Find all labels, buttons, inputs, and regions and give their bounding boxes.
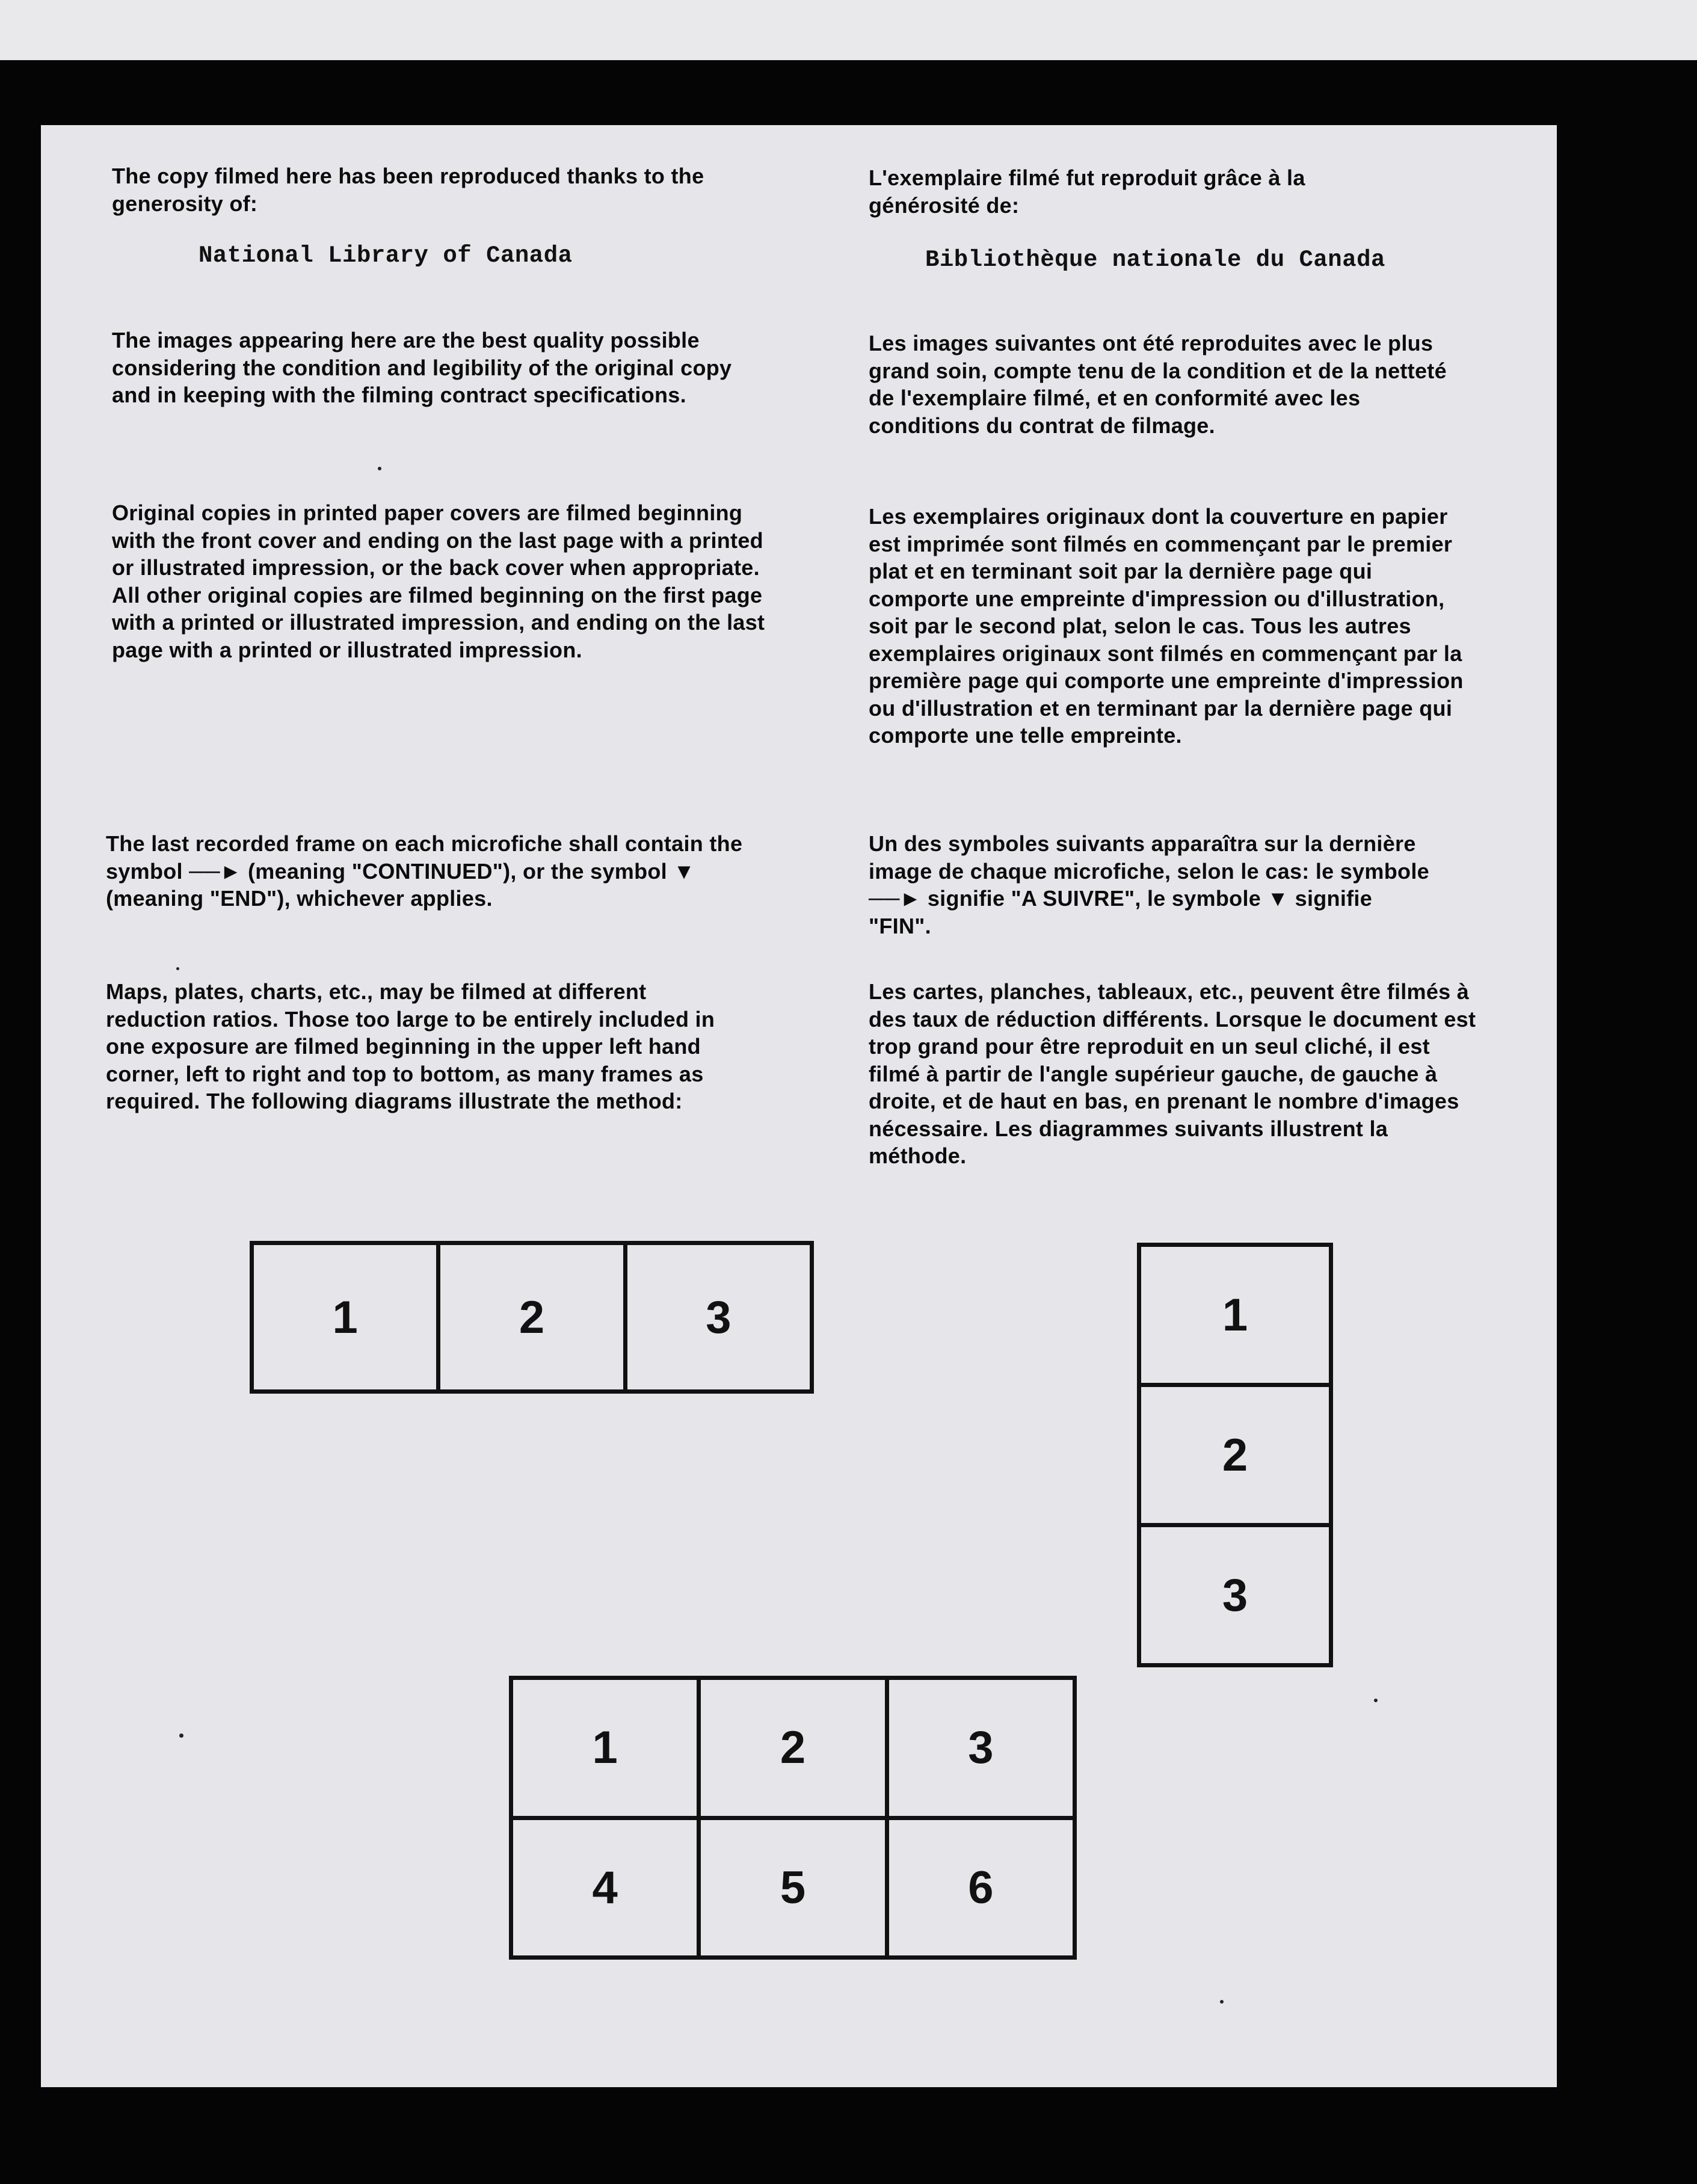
- diagram-cell: 3: [627, 1245, 810, 1389]
- diagram-cell: 4: [513, 1820, 697, 1956]
- diagram-cell: 1: [254, 1245, 436, 1389]
- diagram-cell: 2: [701, 1680, 884, 1816]
- dust-speck: [1220, 2000, 1224, 2004]
- dust-speck: [179, 1733, 183, 1738]
- french-institution: Bibliothèque nationale du Canada: [925, 247, 1385, 273]
- french-quality-note: Les images suivantes ont été reproduites avec le plus grand soin, compte tenu de la condition et de la netteté de l'exemplaire filmé, et en conformité avec les conditions du contrat de filmage.: [869, 331, 1447, 438]
- english-institution: National Library of Canada: [199, 242, 573, 269]
- english-symbols-note: The last recorded frame on each microfiche shall contain the symbol ──► (meaning "CONTINUED"), or the symbol ▼ (meaning "END"), whichever applies.: [106, 831, 743, 911]
- vertical-frame-diagram: [1137, 1243, 1333, 1667]
- horizontal-frame-diagram: [250, 1241, 814, 1394]
- diagram-cell: 2: [440, 1245, 623, 1389]
- french-thanks: L'exemplaire filmé fut reproduit grâce à la générosité de:: [869, 165, 1305, 218]
- diagram-cell: 5: [701, 1820, 884, 1956]
- grid-frame-diagram: [509, 1676, 1077, 1960]
- diagram-cell: 6: [889, 1820, 1073, 1956]
- dust-speck: [176, 967, 179, 970]
- dust-speck: [378, 467, 381, 470]
- diagram-cell: 1: [513, 1680, 697, 1816]
- french-maps-note: Les cartes, planches, tableaux, etc., peuvent être filmés à des taux de réduction différents. Lorsque le document est trop grand pour être reproduit en un seul cliché, il est filmé à partir de l'angle supérieur gauche, de gauche à droite, et de haut en bas, en prenant le nombre d'images nécessaire. Les diagrammes suivants illustrent la méthode.: [869, 979, 1476, 1168]
- english-thanks: The copy filmed here has been reproduced thanks to the generosity of:: [112, 164, 704, 216]
- english-maps-note: Maps, plates, charts, etc., may be filmed at different reduction ratios. Those too large to be entirely included in one exposure are filmed beginning in the upper left hand corner, left to right and top to bottom, as many frames as required. The following diagrams illustrate the method:: [106, 979, 715, 1113]
- english-covers-note: Original copies in printed paper covers are filmed beginning with the front cover and ending on the last page with a printed or illustrated impression, or the back cover when appropriate. All other original copies are filmed beginning on the first page with a printed or illustrated impression, and ending on the last page with a printed or illustrated impression.: [112, 500, 765, 662]
- french-symbols-note: Un des symboles suivants apparaîtra sur la dernière image de chaque microfiche, selon le cas: le symbole ──► signifie "A SUIVRE", le symbole ▼ signifie "FIN".: [869, 831, 1429, 938]
- dust-speck: [1374, 1699, 1378, 1702]
- english-quality-note: The images appearing here are the best quality possible considering the condition and legibility of the original copy and in keeping with the filming contract specifications.: [112, 328, 732, 407]
- top-margin: [0, 0, 1697, 60]
- diagram-cell: 2: [1141, 1387, 1329, 1523]
- diagram-cell: 3: [1141, 1527, 1329, 1663]
- target-sheet: [41, 125, 1557, 2087]
- diagram-cell: 1: [1141, 1247, 1329, 1383]
- diagram-cell: 3: [889, 1680, 1073, 1816]
- french-covers-note: Les exemplaires originaux dont la couverture en papier est imprimée sont filmés en commençant par le premier plat et en terminant soit par la dernière page qui comporte une empreinte d'impression ou d'illustration, soit par le second plat, selon le cas. Tous les autres exemplaires originaux sont filmés en commençant par la première page qui comporte une empreinte d'impression ou d'illustration et en terminant par la dernière page qui comporte une telle empreinte.: [869, 504, 1464, 748]
